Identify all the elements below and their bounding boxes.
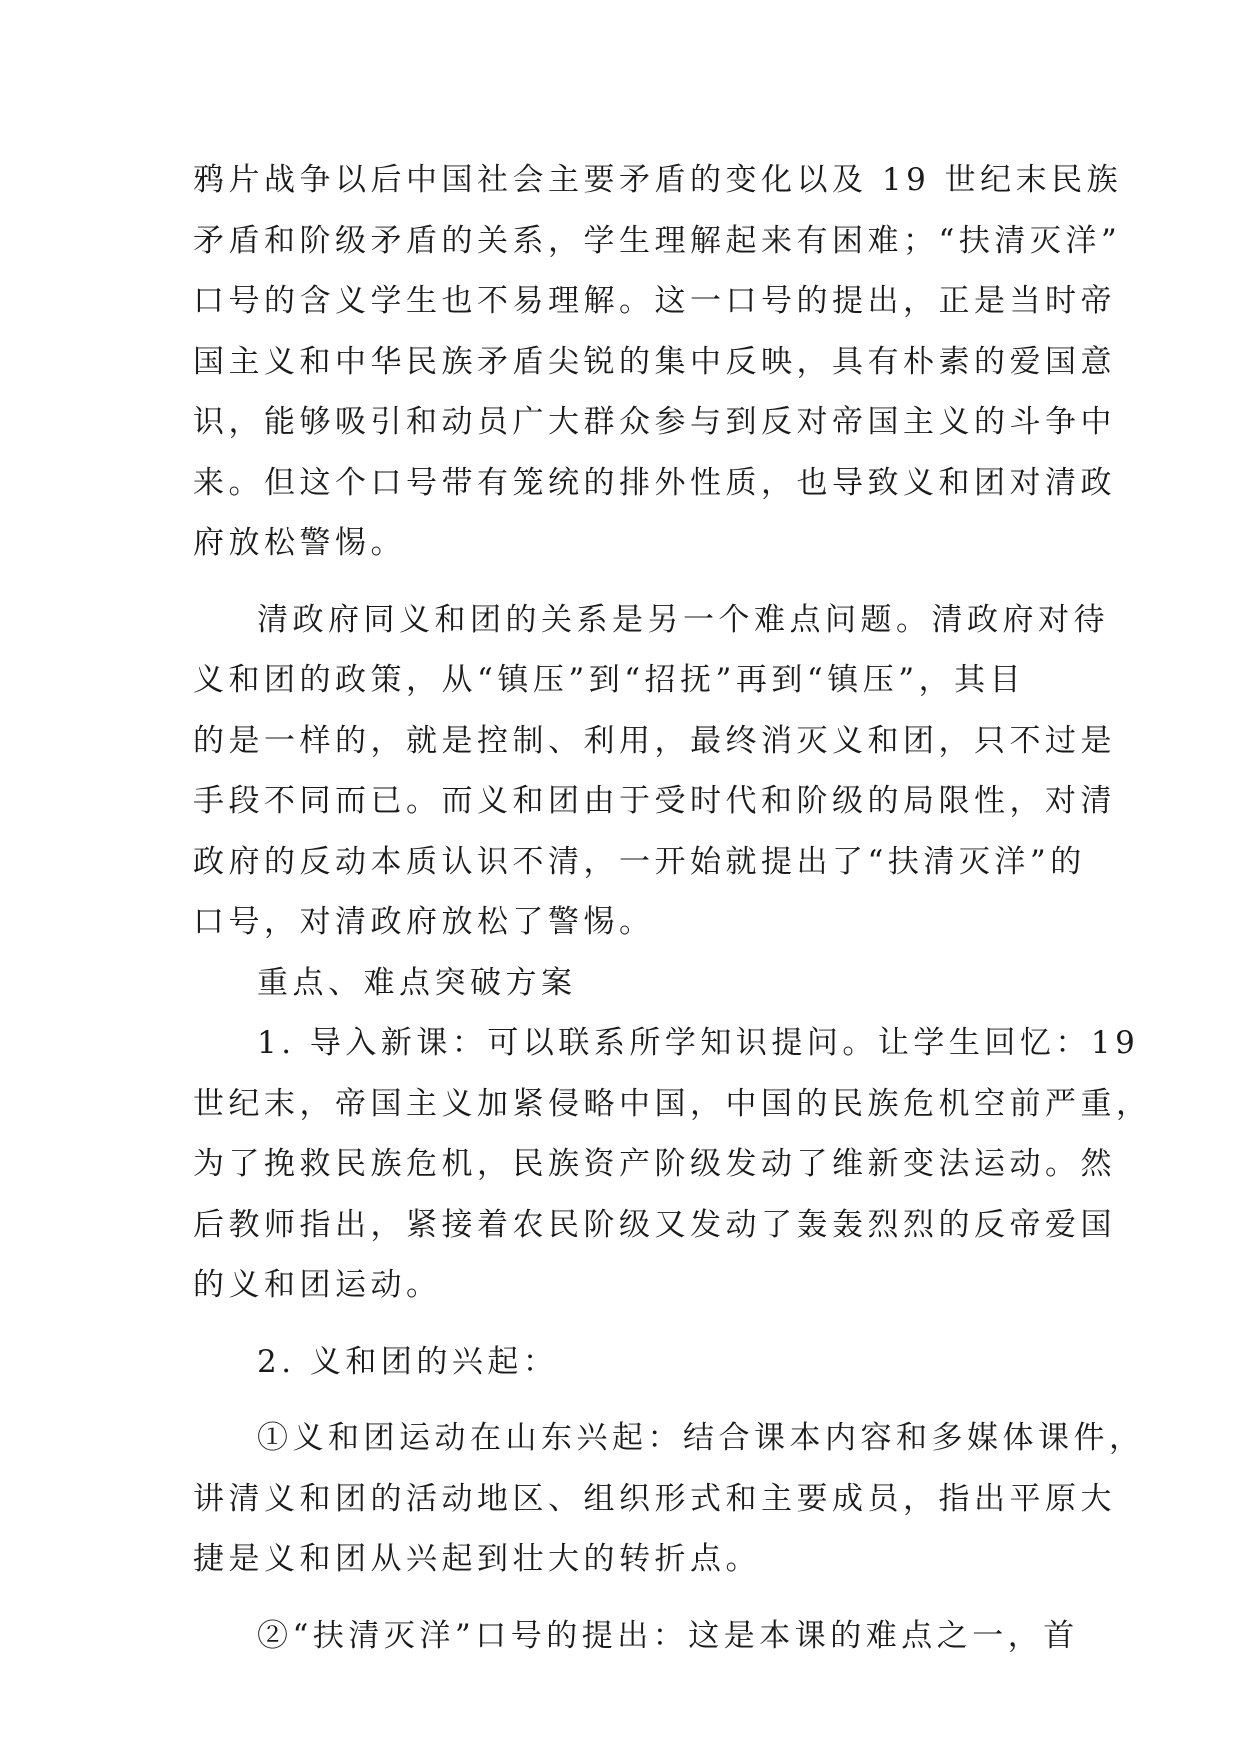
text-line: 来。但这个口号带有笼统的排外性质，也导致义和团对清政 [193,464,1116,501]
text-line: 捷是义和团从兴起到壮大的转折点。 [193,1541,761,1577]
text-line: 府放松警惕。 [193,525,406,561]
text-line: 后教师指出，紧接着农民阶级又发动了轰轰烈烈的反帝爱国 [193,1206,1116,1243]
text-line: 口号的含义学生也不易理解。这一口号的提出，正是当时帝 [193,283,1116,319]
text-line: 鸦片战争以后中国社会主要矛盾的变化以及 19 世纪末民族 [193,162,1123,198]
text-line: 矛盾和阶级矛盾的关系，学生理解起来有困难；“扶清灭洋” [193,222,1122,259]
text-line: 义和团的政策，从“镇压”到“招抚”再到“镇压”，其目 [193,662,1026,698]
text-line: 2. 义和团的兴起： [257,1343,559,1380]
text-line: 的是一样的，就是控制、利用，最终消灭义和团，只不过是 [193,722,1116,759]
text-line: 识，能够吸引和动员广大群众参与到反对帝国主义的斗争中 [193,404,1116,440]
text-line: 的义和团运动。 [193,1267,442,1303]
text-line: 清政府同义和团的关系是另一个难点问题。清政府对待 [257,601,1109,638]
text-line: 1. 导入新课：可以联系所学知识提问。让学生回忆：19 [257,1025,1140,1061]
text-line: 口号，对清政府放松了警惕。 [193,904,655,940]
document-body [193,150,1152,1666]
text-line: 国主义和中华民族矛盾尖锐的集中反映，具有朴素的爱国意 [193,343,1116,380]
text-line: 讲清义和团的活动地区、组织形式和主要成员，指出平原大 [193,1480,1116,1517]
text-line: ①义和团运动在山东兴起：结合课本内容和多媒体课件， [257,1420,1145,1456]
section-heading: 重点、难点突破方案 [257,964,577,1001]
text-line: 为了挽救民族危机，民族资产阶级发动了维新变法运动。然 [193,1146,1116,1182]
text-line: ②“扶清灭洋”口号的提出：这是本课的难点之一，首 [257,1617,1079,1654]
text-line: 政府的反动本质认识不清，一开始就提出了“扶清灭洋”的 [193,843,1086,880]
text-line: 手段不同而已。而义和团由于受时代和阶级的局限性，对清 [193,783,1116,819]
text-line: 世纪末，帝国主义加紧侵略中国，中国的民族危机空前严重， [193,1085,1152,1122]
